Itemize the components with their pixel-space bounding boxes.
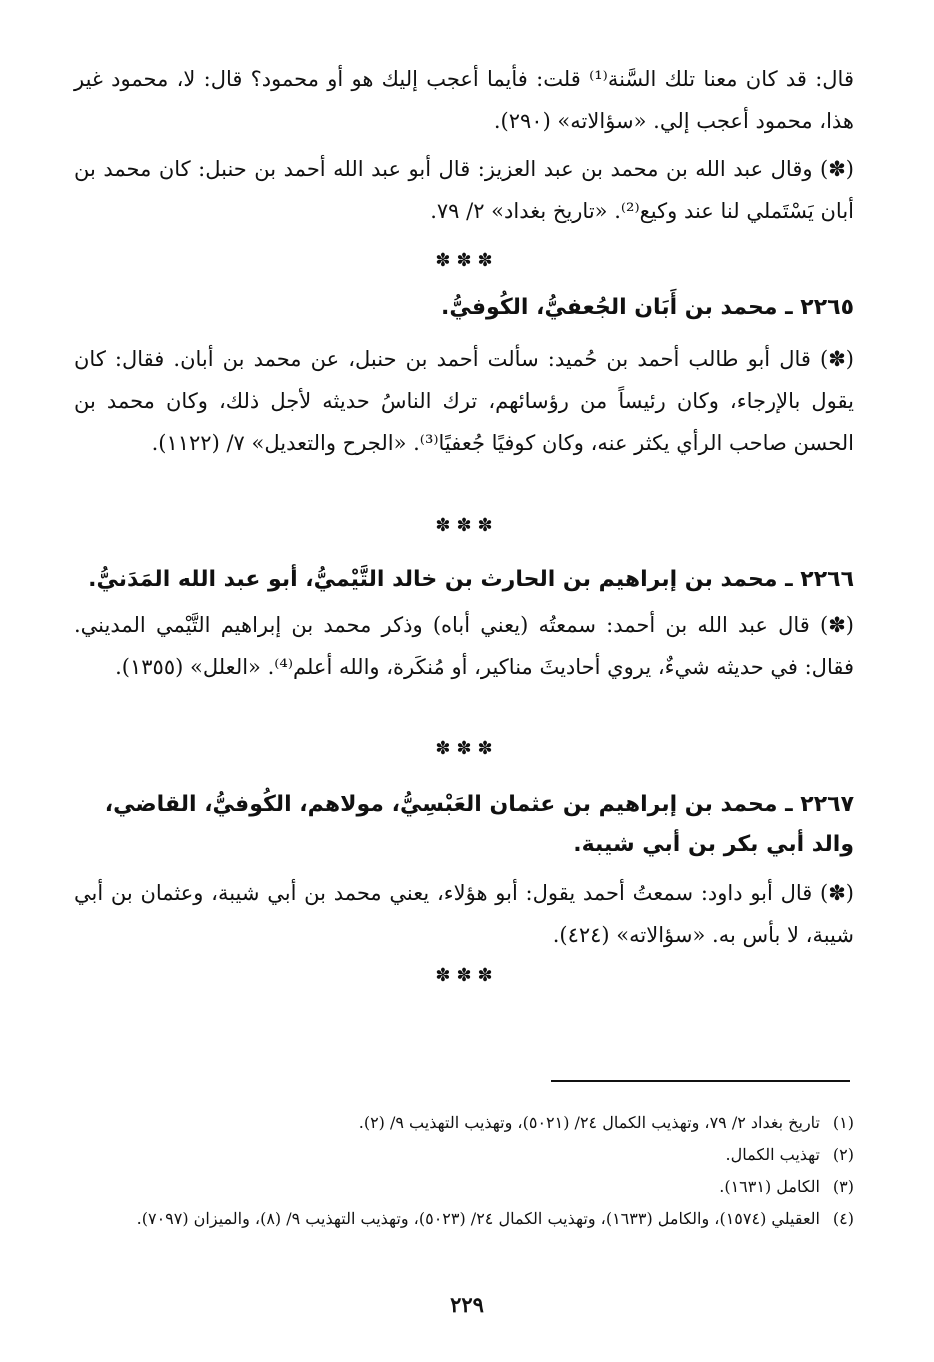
footnote-text: تاريخ بغداد ٢/ ٧٩، وتهذيب الكمال ٢٤/ (٥٠٢١)، وتهذيب التهذيب ٩/ (٢). (358, 1113, 820, 1132)
section-separator: ✽✽✽ (435, 738, 499, 759)
section-separator: ✽✽✽ (435, 250, 499, 271)
entry-heading-2265: ٢٢٦٥ ـ محمد بن أَبَان الجُعفيُّ، الكُوفيُّ. (441, 295, 854, 320)
entry-body-2266: (✽) قال عبد الله بن أحمد: سمعتُه (يعني أباه) وذكر محمد بن إبراهيم التَّيْمي المديني. فقال: في حديثه شيءٌ، يروي أحاديثَ مناكير، أو مُنكَرة، والله أعلم⁽⁴⁾. «العلل» (١٣٥٥). (74, 613, 854, 679)
footnote-text: العقيلي (١٥٧٤)، والكامل (١٦٣٣)، وتهذيب الكمال ٢٤/ (٥٠٢٣)، وتهذيب التهذيب ٩/ (٨)، والميزان (٧٠٩٧). (136, 1209, 820, 1228)
footnote-2 (64, 1140, 854, 1169)
footnote-3 (64, 1172, 854, 1201)
entry-body-2267: (✽) قال أبو داود: سمعتُ أحمد يقول: أبو هؤلاء، يعني محمد بن أبي شيبة، وعثمان بن أبي شيبة، لا بأس به. «سؤالاته» (٤٢٤). (74, 881, 854, 947)
footnote-number: (٤) (832, 1209, 854, 1228)
footnote-text: تهذيب الكمال. (725, 1145, 820, 1164)
entry-body-2265: (✽) قال أبو طالب أحمد بن حُميد: سألت أحمد بن حنبل، عن محمد بن أبان. فقال: كان يقول بالإرجاء، وكان رئيساً من رؤسائهم، ترك الناسُ حديثه لأجل ذلك، وكان محمد بن الحسن صاحب الرأي يكثر عنه، وكان كوفيًا جُعفيًا⁽³⁾. «الجرح والتعديل» ٧/ (١١٢٢). (74, 347, 854, 455)
footnote-number: (٣) (832, 1177, 854, 1196)
footnote-1 (64, 1108, 854, 1137)
intro-paragraph-2: (✽) وقال عبد الله بن محمد بن عبد العزيز: قال أبو عبد الله أحمد بن حنبل: كان محمد بن أبان يَسْتَملي لنا عند وكيع⁽²⁾. «تاريخ بغداد» ٢/ ٧٩. (74, 157, 854, 223)
footnote-text: الكامل (١٦٣١). (719, 1177, 820, 1196)
section-separator: ✽✽✽ (435, 515, 499, 536)
footnote-divider (551, 1080, 850, 1082)
intro-paragraph-1: قال: قد كان معنا تلك السَّنة⁽¹⁾ قلت: فأيما أعجب إليك هو أو محمود؟ قال: لا، محمود غير هذا، محمود أعجب إلي. «سؤالاته» (٢٩٠). (74, 67, 854, 133)
footnote-4 (64, 1204, 854, 1233)
footnote-number: (٢) (832, 1145, 854, 1164)
entry-heading-2266: ٢٢٦٦ ـ محمد بن إبراهيم بن الحارث بن خالد التَّيْميُّ، أبو عبد الله المَدَنيُّ. (88, 567, 854, 592)
section-separator: ✽✽✽ (435, 965, 499, 986)
entry-heading-2267: ٢٢٦٧ ـ محمد بن إبراهيم بن عثمان العَبْسِيُّ، مولاهم، الكُوفيُّ، القاضي، والد أبي بكر بن أبي شيبة. (104, 792, 854, 857)
footnote-number: (١) (832, 1113, 854, 1132)
page-number: ٢٢٩ (450, 1292, 484, 1317)
